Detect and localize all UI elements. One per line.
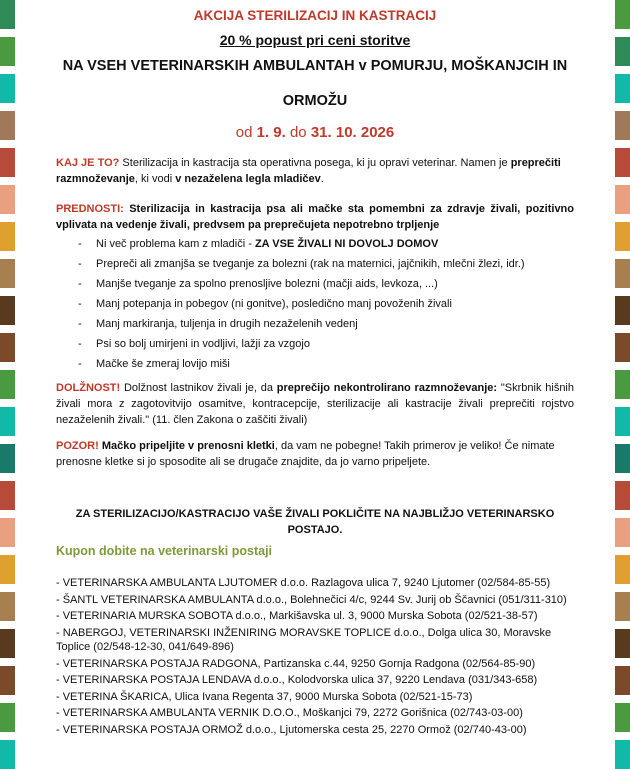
kaj-bold-1: preprečiti razmnoževanje bbox=[56, 157, 561, 185]
color-block bbox=[0, 407, 15, 436]
benefit-item: - Prepreči ali zmanjša se tveganje za bolezni (rak na maternici, jajčnikih, mlečni žlezi, idr.) bbox=[78, 256, 574, 272]
date-prefix: od bbox=[235, 124, 257, 141]
color-block bbox=[615, 222, 630, 251]
benefit-item: - Mačke še zmeraj lovijo miši bbox=[78, 356, 574, 372]
benefit-item: - Psi so bolj umirjeni in vodljivi, lažji za vzgojo bbox=[78, 336, 574, 352]
right-color-strip bbox=[615, 0, 630, 744]
color-block bbox=[0, 370, 15, 399]
clinic-item: - ŠANTL VETERINARSKA AMBULANTA d.o.o., Bolehnečici 4/c, 9244 Sv. Jurij ob Ščavnici (051/311-310) bbox=[56, 593, 567, 606]
color-block bbox=[0, 666, 15, 695]
color-block bbox=[615, 592, 630, 621]
color-block bbox=[0, 740, 15, 769]
color-block bbox=[615, 148, 630, 177]
benefit-item: - Manj potepanja in pobegov (ni gonitve), posledično manj povoženih živali bbox=[78, 296, 574, 312]
kaj-bold-2: v nezaželena legla mladičev bbox=[175, 173, 321, 185]
color-block bbox=[0, 222, 15, 251]
color-block bbox=[0, 296, 15, 325]
clinic-item: - VETERINARSKA AMBULANTA VERNIK D.O.O., Moškanjci 79, 2272 Gorišnica (02/743-03-00) bbox=[56, 707, 523, 719]
benefit-item bbox=[78, 236, 574, 252]
benefit-item: - Manjše tveganje za spolno prenosljive bolezni (mačji aids, levkoza, ...) bbox=[78, 276, 574, 292]
prednosti-label: PREDNOSTI: bbox=[56, 203, 124, 215]
color-block bbox=[0, 148, 15, 177]
color-block bbox=[615, 259, 630, 288]
region-line-1: NA VSEH VETERINARSKIH AMBULANTAH v POMURJU, MOŠKANJCIH IN bbox=[62, 58, 568, 74]
prednosti-paragraph bbox=[56, 201, 574, 233]
pozor-text-1: , da vam ne pobegne! Takih primerov je veliko! Če nimate prenosne kletke si jo sposodite ali se drugače znajdite, da jo varno pripeljete. bbox=[56, 440, 555, 468]
clinic-item: - VETERINARSKA POSTAJA LENDAVA d.o.o., Kolodvorska ulica 37, 9220 Lendava (031/343-658) bbox=[56, 674, 538, 686]
clinic-item: - VETERINARIA MURSKA SOBOTA d.o.o., Markišavska ul. 3, 9000 Murska Sobota (02/521-38-57) bbox=[56, 610, 538, 622]
color-block bbox=[615, 740, 630, 769]
color-block bbox=[0, 629, 15, 658]
color-block bbox=[0, 518, 15, 547]
color-block bbox=[615, 0, 630, 29]
color-block bbox=[0, 185, 15, 214]
pozor-bold-1: Mačko pripeljite v prenosni kletki bbox=[98, 440, 275, 452]
flyer-title: AKCIJA STERILIZACIJ IN KASTRACIJ bbox=[193, 8, 437, 23]
dolznost-text-2: "Skrbnik hišnih živali mora z zagotovitvijo osamitve, kontracepcije, sterilizacije ali kastracije živali preprečiti rojstvo nezaželenih živali." (11. člen Zakona o zaščiti živali) bbox=[56, 382, 574, 426]
call-to-action: ZA STERILIZACIJO/KASTRACIJO VAŠE ŽIVALI POKLIČITE NA NAJBLIŽJO VETERINARSKO POSTAJO. bbox=[75, 508, 555, 536]
kaj-text-2: , ki vodi bbox=[134, 173, 176, 185]
discount-line: 20 % popust pri ceni storitve bbox=[219, 32, 411, 48]
benefit-item-1-text: Ni več problema kam z mladiči - bbox=[96, 238, 255, 250]
benefit-item: - Manj markiranja, tuljenja in drugih nezaželenih vedenj bbox=[78, 316, 574, 332]
clinic-list bbox=[56, 576, 574, 737]
color-block bbox=[615, 185, 630, 214]
pozor-label: POZOR! bbox=[56, 440, 99, 452]
color-block bbox=[0, 333, 15, 362]
pozor-paragraph bbox=[56, 438, 574, 470]
color-block bbox=[0, 703, 15, 732]
color-block bbox=[615, 555, 630, 584]
kaj-je-to-paragraph bbox=[56, 155, 574, 187]
kaj-text-1: Sterilizacija in kastracija sta operativna posega, ki ju opravi veterinar. Namen je bbox=[119, 157, 511, 169]
color-block bbox=[615, 481, 630, 510]
color-block bbox=[615, 37, 630, 66]
clinic-item: - VETERINARSKA POSTAJA RADGONA, Partizanska c.44, 9250 Gornja Radgona (02/564-85-90) bbox=[56, 657, 536, 670]
color-block bbox=[0, 0, 15, 29]
color-block bbox=[615, 333, 630, 362]
color-block bbox=[0, 444, 15, 473]
date-range bbox=[56, 123, 574, 143]
clinic-item: - VETERINARSKA AMBULANTA LJUTOMER d.o.o. Razlagova ulica 7, 9240 Ljutomer (02/584-85-55) bbox=[56, 577, 551, 589]
kaj-text-3: . bbox=[320, 173, 324, 185]
color-block bbox=[615, 74, 630, 103]
clinic-item: - VETERINARSKA POSTAJA ORMOŽ d.o.o., Ljutomerska cesta 25, 2270 Ormož (02/740-43-00) bbox=[56, 723, 527, 736]
color-block bbox=[615, 444, 630, 473]
color-block bbox=[0, 74, 15, 103]
dolznost-text-1: Dolžnost lastnikov živali je, da bbox=[120, 382, 277, 394]
clinic-item: - NABERGOJ, VETERINARSKI INŽENIRING MORAVSKE TOPLICE d.o.o., Dolga ulica 30, Moravske Toplice (02/548-12-30, 041/649-896) bbox=[56, 626, 552, 653]
color-block bbox=[615, 370, 630, 399]
prednosti-text: Sterilizacija in kastracija psa ali mačke sta pomembni za zdravje živali, pozitivno vplivata na vedenje živali, predvsem pa preprečujeta nepotrebno trpljenje bbox=[56, 203, 574, 231]
color-block bbox=[615, 296, 630, 325]
dolznost-paragraph bbox=[56, 380, 574, 428]
color-block bbox=[0, 555, 15, 584]
color-block bbox=[615, 629, 630, 658]
color-block bbox=[0, 111, 15, 140]
kaj-label: KAJ JE TO? bbox=[56, 157, 120, 169]
benefit-item-1-bold: ZA VSE ŽIVALI NI DOVOLJ DOMOV bbox=[254, 238, 439, 250]
color-block bbox=[0, 259, 15, 288]
color-block bbox=[0, 481, 15, 510]
date-mid: do bbox=[285, 124, 311, 141]
color-block bbox=[615, 703, 630, 732]
benefits-list bbox=[56, 236, 574, 372]
kupon-line: Kupon dobite na veterinarski postaji bbox=[56, 544, 273, 558]
clinic-item: - VETERINA ŠKARICA, Ulica Ivana Regenta 37, 9000 Murska Sobota (02/521-15-73) bbox=[56, 690, 473, 703]
dolznost-bold-1: preprečijo nekontrolirano razmnoževanje: bbox=[276, 382, 498, 394]
color-block bbox=[615, 111, 630, 140]
color-block bbox=[0, 37, 15, 66]
region-line-2: ORMOŽU bbox=[282, 93, 348, 109]
color-block bbox=[0, 592, 15, 621]
date-from: 1. 9. bbox=[256, 124, 286, 141]
dolznost-label: DOLŽNOST! bbox=[56, 382, 121, 394]
color-block bbox=[615, 407, 630, 436]
left-color-strip bbox=[0, 0, 15, 744]
color-block bbox=[615, 518, 630, 547]
color-block bbox=[615, 666, 630, 695]
date-to: 31. 10. 2026 bbox=[310, 124, 395, 141]
flyer-content bbox=[56, 6, 574, 739]
